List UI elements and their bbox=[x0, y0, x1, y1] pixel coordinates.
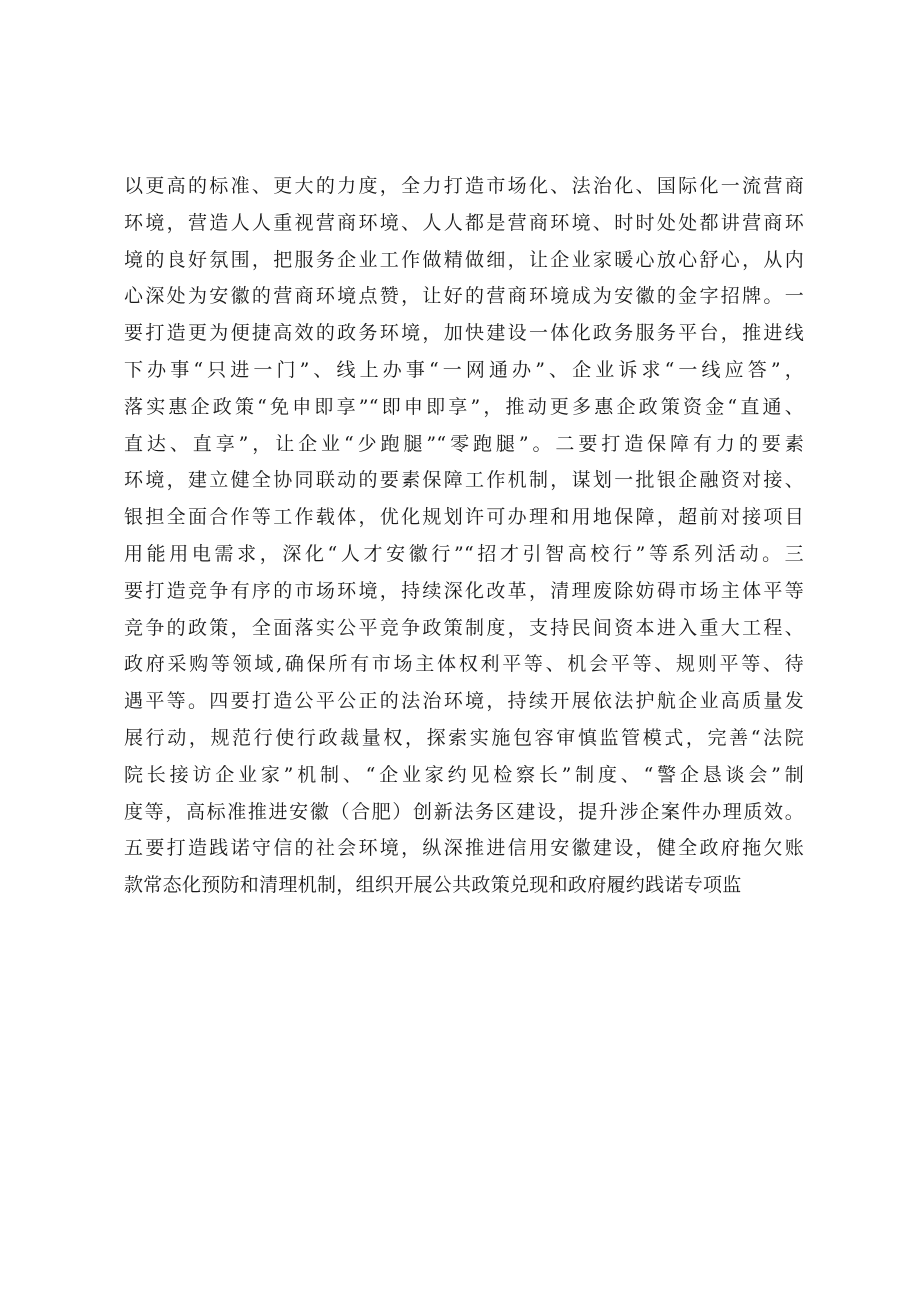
text-line: 境的良好氛围，把服务企业工作做精做细，让企业家暖心放心舒心，从内 bbox=[124, 248, 804, 271]
body-text bbox=[124, 168, 804, 904]
text-line: 用能用电需求，深化“人才安徽行”“招才引智高校行”等系列活动。三 bbox=[124, 542, 804, 565]
text-line: 要打造更为便捷高效的政务环境，加快建设一体化政务服务平台，推进线 bbox=[124, 322, 804, 345]
text-line: 以更高的标准、更大的力度，全力打造市场化、法治化、国际化一流营商 bbox=[124, 175, 804, 197]
text-line: 下办事“只进一门”、线上办事“一网通办”、企业诉求“一线应答”， bbox=[124, 358, 804, 381]
text-line: 展行动，规范行使行政裁量权，探索实施包容审慎监管模式，完善“法院 bbox=[124, 726, 804, 749]
text-line: 环境，营造人人重视营商环境、人人都是营商环境、时时处处都讲营商环 bbox=[124, 211, 804, 234]
text-line: 竞争的政策，全面落实公平竞争政策制度，支持民间资本进入重大工程、 bbox=[124, 616, 804, 639]
text-line: 度等，高标准推进安徽（合肥）创新法务区建设，提升涉企案件办理质效。 bbox=[124, 800, 804, 823]
text-line: 五要打造践诺守信的社会环境，纵深推进信用安徽建设，健全政府拖欠账 bbox=[124, 837, 804, 860]
text-line: 款常态化预防和清理机制，组织开展公共政策兑现和政府履约践诺专项监 bbox=[124, 874, 742, 897]
text-line: 银担全面合作等工作载体，优化规划许可办理和用地保障，超前对接项目 bbox=[124, 506, 804, 529]
text-line: 遇平等。四要打造公平公正的法治环境，持续开展依法护航企业高质量发 bbox=[124, 690, 804, 713]
text-line: 直达、直享”，让企业“少跑腿”“零跑腿”。二要打造保障有力的要素 bbox=[124, 432, 804, 455]
text-line: 院长接访企业家”机制、“企业家约见检察长”制度、“警企恳谈会”制 bbox=[124, 763, 804, 786]
text-line: 心深处为安徽的营商环境点赞，让好的营商环境成为安徽的金字招牌。一 bbox=[124, 285, 804, 308]
text-line: 要打造竞争有序的市场环境，持续深化改革，清理废除妨碍市场主体平等 bbox=[124, 579, 804, 602]
text-line: 落实惠企政策“免申即享”“即申即享”，推动更多惠企政策资金“直通、 bbox=[124, 395, 804, 418]
text-line: 政府采购等领域,确保所有市场主体权利平等、机会平等、规则平等、待 bbox=[124, 653, 804, 676]
text-line: 环境，建立健全协同联动的要素保障工作机制，谋划一批银企融资对接、 bbox=[124, 469, 804, 492]
